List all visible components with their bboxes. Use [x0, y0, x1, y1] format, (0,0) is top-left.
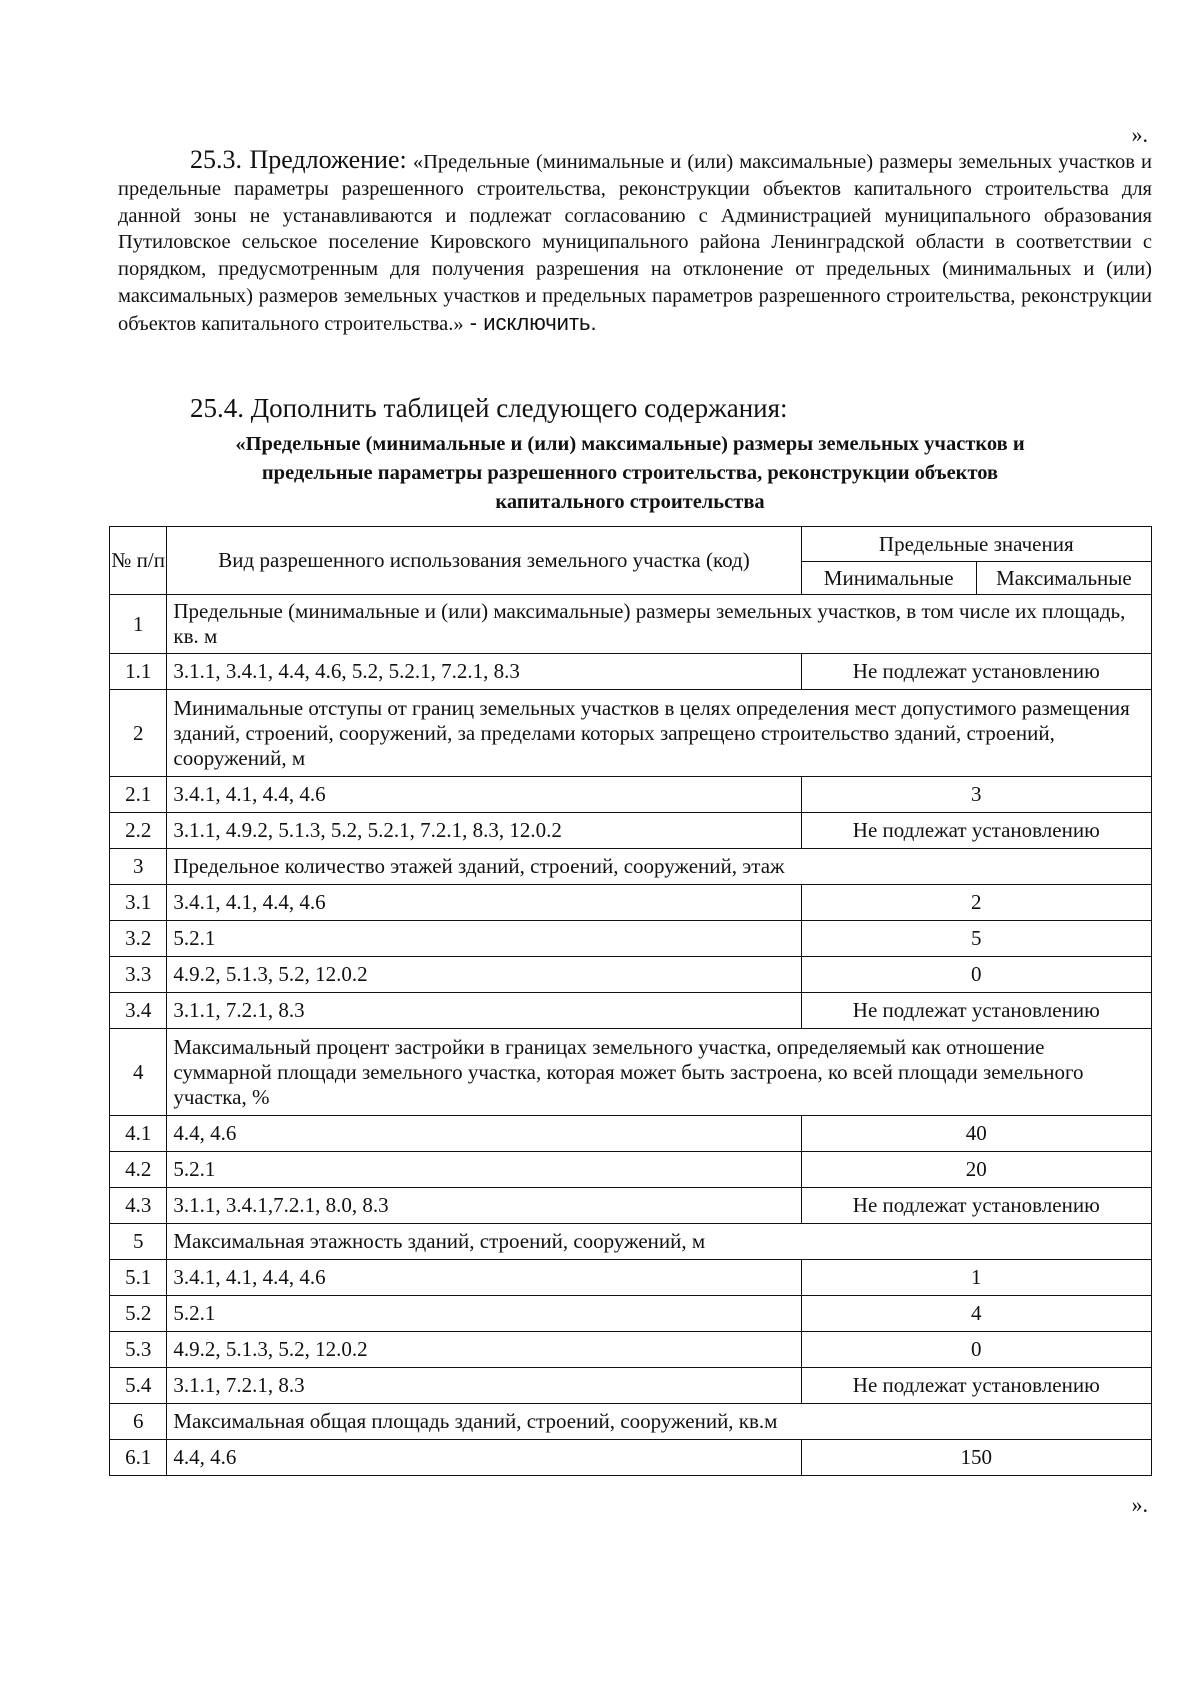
table-row — [110, 1368, 1152, 1404]
row-value: 0 — [801, 1332, 1151, 1368]
row-codes: 3.4.1, 4.1, 4.4, 4.6 — [167, 1260, 801, 1296]
table-row — [110, 885, 1152, 921]
row-codes: 5.2.1 — [167, 921, 801, 957]
table-row — [110, 654, 1152, 690]
row-value: Не подлежат установлению — [801, 654, 1151, 690]
header-max: Максимальные — [976, 562, 1151, 595]
table-title — [108, 430, 1152, 517]
row-value: 2 — [801, 885, 1151, 921]
section-row — [110, 690, 1152, 777]
section-title: Предельные (минимальные и (или) максимальные) размеры земельных участков, в том числе их площадь, кв. м — [167, 595, 1152, 654]
section-row — [110, 849, 1152, 885]
row-codes: 3.4.1, 4.1, 4.4, 4.6 — [167, 777, 801, 813]
row-codes: 3.4.1, 4.1, 4.4, 4.6 — [167, 885, 801, 921]
row-value: 1 — [801, 1260, 1151, 1296]
row-num: 5.3 — [110, 1332, 167, 1368]
table-row — [110, 1152, 1152, 1188]
section-num: 2 — [110, 690, 167, 777]
closing-quote-bottom: ». — [1131, 1492, 1148, 1517]
section-num: 4 — [110, 1029, 167, 1116]
section-row — [110, 1404, 1152, 1440]
row-num: 3.2 — [110, 921, 167, 957]
table-row — [110, 921, 1152, 957]
table-row — [110, 1188, 1152, 1224]
section-row — [110, 595, 1152, 654]
section-num: 6 — [110, 1404, 167, 1440]
table-row — [110, 813, 1152, 849]
table-row — [110, 1296, 1152, 1332]
row-value: 150 — [801, 1440, 1151, 1476]
row-num: 6.1 — [110, 1440, 167, 1476]
row-value: 5 — [801, 921, 1151, 957]
table-title-line: «Предельные (минимальные и (или) максимальные) размеры земельных участков и — [235, 433, 1025, 455]
row-codes: 3.1.1, 4.9.2, 5.1.3, 5.2, 5.2.1, 7.2.1, 8.3, 12.0.2 — [167, 813, 801, 849]
row-num: 5.4 — [110, 1368, 167, 1404]
row-num: 5.1 — [110, 1260, 167, 1296]
section-num: 3 — [110, 849, 167, 885]
paragraph-25-4: 25.4. Дополнить таблицей следующего содержания: — [190, 393, 788, 423]
row-value: Не подлежат установлению — [801, 1188, 1151, 1224]
header-num: № п/п — [110, 527, 167, 595]
row-num: 2.2 — [110, 813, 167, 849]
row-num: 3.3 — [110, 957, 167, 993]
limits-table — [109, 526, 1152, 1476]
row-num: 3.4 — [110, 993, 167, 1029]
row-codes: 4.4, 4.6 — [167, 1440, 801, 1476]
row-codes: 3.1.1, 7.2.1, 8.3 — [167, 1368, 801, 1404]
row-codes: 3.1.1, 3.4.1, 4.4, 4.6, 5.2, 5.2.1, 7.2.1, 8.3 — [167, 654, 801, 690]
table-body — [110, 595, 1152, 1476]
row-codes: 4.9.2, 5.1.3, 5.2, 12.0.2 — [167, 1332, 801, 1368]
row-num: 4.3 — [110, 1188, 167, 1224]
paragraph-25-3-lead: 25.3. Предложение: — [190, 145, 407, 174]
table-row — [110, 1260, 1152, 1296]
row-value: Не подлежат установлению — [801, 993, 1151, 1029]
paragraph-25-3 — [118, 147, 1152, 338]
header-limits: Предельные значения — [801, 527, 1151, 562]
row-codes: 4.4, 4.6 — [167, 1116, 801, 1152]
row-value: 40 — [801, 1116, 1151, 1152]
row-codes: 3.1.1, 3.4.1,7.2.1, 8.0, 8.3 — [167, 1188, 801, 1224]
header-min: Минимальные — [801, 562, 976, 595]
table-row — [110, 1440, 1152, 1476]
section-title: Максимальный процент застройки в границах земельного участка, определяемый как отношение суммарной площади земельного участка, которая может быть застроена, ко всей площади земельного участка, % — [167, 1029, 1152, 1116]
section-title: Предельное количество этажей зданий, строений, сооружений, этаж — [167, 849, 1152, 885]
closing-quote-top: ». — [1131, 122, 1148, 147]
row-value: 20 — [801, 1152, 1151, 1188]
table-row — [110, 1332, 1152, 1368]
row-num: 5.2 — [110, 1296, 167, 1332]
row-num: 4.2 — [110, 1152, 167, 1188]
header-use-type: Вид разрешенного использования земельного участка (код) — [167, 527, 801, 595]
section-title: Максимальная общая площадь зданий, строений, сооружений, кв.м — [167, 1404, 1152, 1440]
row-codes: 4.9.2, 5.1.3, 5.2, 12.0.2 — [167, 957, 801, 993]
row-value: 3 — [801, 777, 1151, 813]
row-value: 4 — [801, 1296, 1151, 1332]
table-title-line: капитального строительства — [495, 491, 765, 513]
row-num: 3.1 — [110, 885, 167, 921]
row-num: 4.1 — [110, 1116, 167, 1152]
row-value: 0 — [801, 957, 1151, 993]
table-title-line: предельные параметры разрешенного строительства, реконструкции объектов — [261, 462, 999, 484]
section-title: Минимальные отступы от границ земельных участков в целях определения мест допустимого размещения зданий, строений, сооружений, за пределами которых запрещено строительство зданий, строений, сооружений, м — [167, 690, 1152, 777]
table-row — [110, 1116, 1152, 1152]
row-codes: 5.2.1 — [167, 1152, 801, 1188]
section-row — [110, 1029, 1152, 1116]
row-codes: 5.2.1 — [167, 1296, 801, 1332]
row-num: 2.1 — [110, 777, 167, 813]
paragraph-25-3-body: «Предельные (минимальные и (или) максимальные) размеры земельных участков и предельные параметры разрешенного строительства, реконструкции объектов капитального строительства для данной зоны не устанавливаются и подлежат согласованию с Администрацией муниципального образования Путиловское сельское поселение Кировского муниципального района Ленинградской области в соответствии с порядком, предусмотренным для получения разрешения на отклонение от предельных (минимальных и (или) максимальных) размеров земельных участков и предельных параметров разрешенного строительства, реконструкции объектов капитального строительства.» — [118, 151, 1152, 335]
row-num: 1.1 — [110, 654, 167, 690]
section-num: 1 — [110, 595, 167, 654]
row-codes: 3.1.1, 7.2.1, 8.3 — [167, 993, 801, 1029]
row-value: Не подлежат установлению — [801, 813, 1151, 849]
table-row — [110, 957, 1152, 993]
table-row — [110, 993, 1152, 1029]
paragraph-25-3-tail: - исключить. — [463, 309, 597, 335]
row-value: Не подлежат установлению — [801, 1368, 1151, 1404]
table-row — [110, 777, 1152, 813]
section-title: Максимальная этажность зданий, строений, сооружений, м — [167, 1224, 1152, 1260]
section-row — [110, 1224, 1152, 1260]
section-num: 5 — [110, 1224, 167, 1260]
